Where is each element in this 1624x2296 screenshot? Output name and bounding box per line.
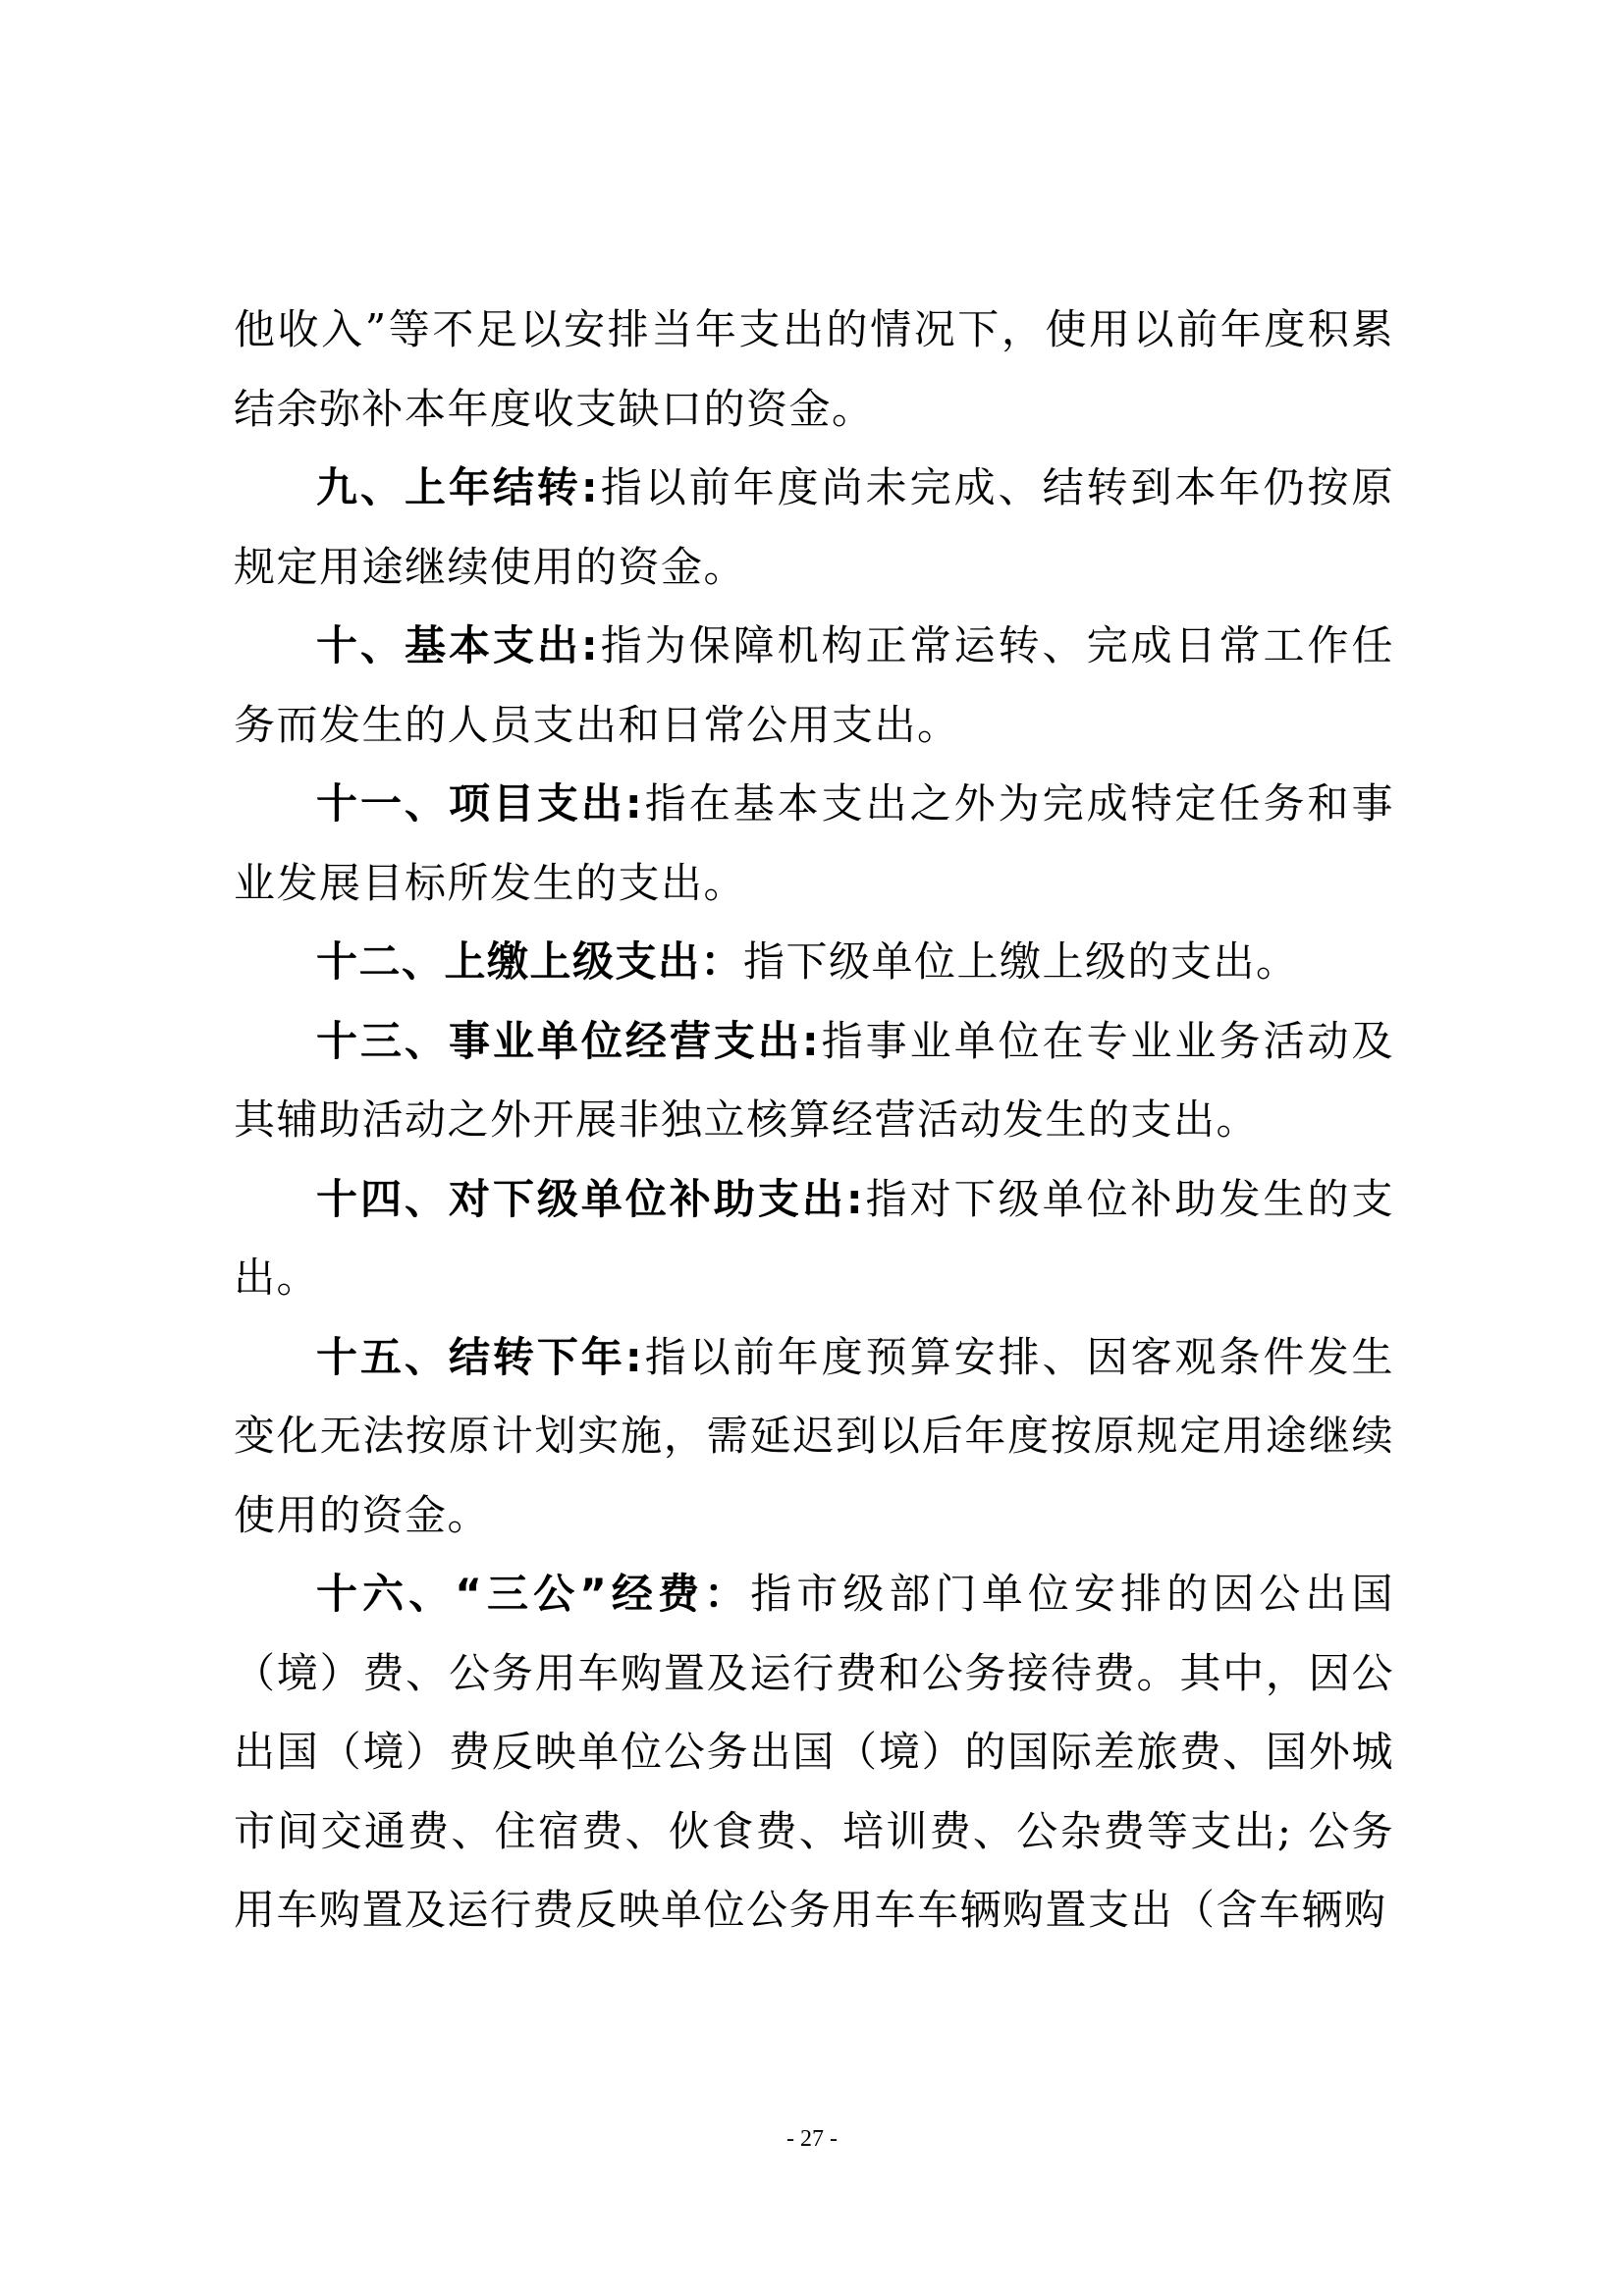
definition-paragraph-11 [234,765,1394,923]
definition-term: 十六、“三公”经费： [316,1570,751,1618]
definition-term: 十一、项目支出: [316,779,644,828]
continuation-paragraph [234,291,1394,449]
definition-term: 十二、上缴上级支出： [316,937,744,986]
continuation-text: 他收入”等不足以安排当年支出的情况下，使用以前年度积累结余弥补本年度收支缺口的资金。 [234,305,1394,433]
page-number: - 27 - [786,2126,838,2152]
definition-term: 十三、事业单位经营支出: [316,1016,821,1065]
definition-paragraph-10 [234,607,1394,765]
definition-term: 十四、对下级单位补助支出: [316,1174,865,1223]
definition-text: 指下级单位上缴上级的支出。 [743,937,1299,986]
definition-text: 指在基本支出之外为完成特定任务和事业发展目标所发生的支出。 [234,779,1394,907]
definition-text: 指为保障机构正常运转、完成日常工作任务而发生的人员支出和日常公用支出。 [234,621,1394,749]
definition-text: 指对下级单位补助发生的支出。 [234,1174,1394,1302]
definition-text: 指以前年度尚未完成、结转到本年仍按原规定用途继续使用的资金。 [234,463,1394,591]
definition-term: 十五、结转下年: [316,1332,644,1381]
definition-paragraph-14 [234,1160,1394,1318]
definition-term: 九、上年结转: [316,463,600,511]
definition-text: 指事业单位在专业业务活动及其辅助活动之外开展非独立核算经营活动发生的支出。 [234,1016,1394,1144]
definition-text: 指市级部门单位安排的因公出国（境）费、公务用车购置及运行费和公务接待费。其中，因公出国（境）费反映单位公务出国（境）的国际差旅费、国外城市间交通费、住宿费、伙食费、培训费、公杂费等支出; 公务用车购置及运行费反映单位公务用车车辆购置支出（含车辆购 [234,1570,1394,1934]
definition-paragraph-13 [234,1002,1394,1160]
document-body [234,291,1394,1950]
definition-term: 十、基本支出: [316,621,600,669]
definition-paragraph-12 [234,923,1394,1002]
definition-text: 指以前年度预算安排、因客观条件发生变化无法按原计划实施，需延迟到以后年度按原规定用途继续使用的资金。 [234,1332,1394,1539]
definition-paragraph-9 [234,449,1394,607]
definition-paragraph-15 [234,1318,1394,1556]
definition-paragraph-16 [234,1555,1394,1950]
